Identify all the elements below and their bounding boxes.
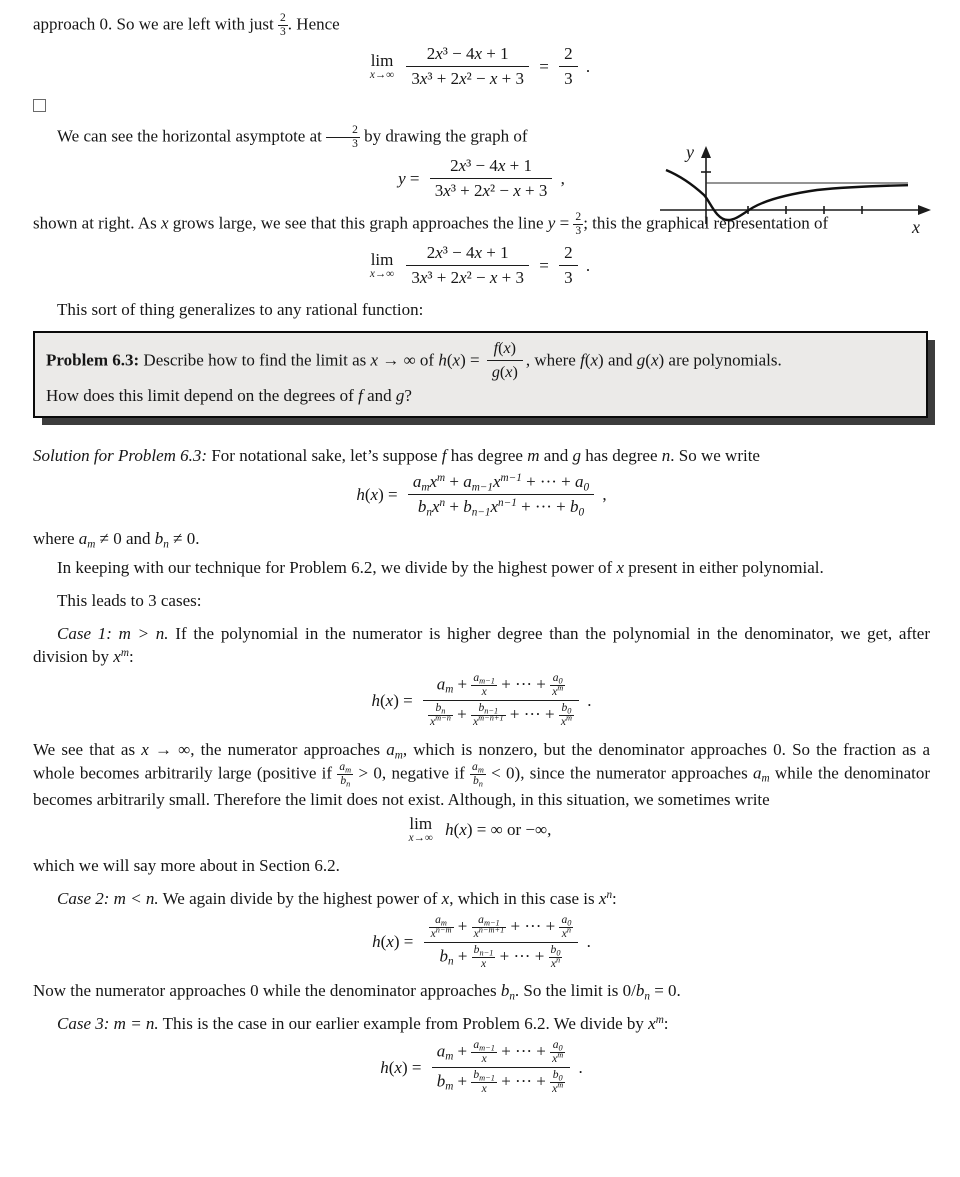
rational-fraction: $\frac{\text{2x³ − 4x + 1}}{\text{3x³ + 2x² − x + 3}}$ [406,43,529,90]
equation-case2 [33,914,930,971]
y-axis-label: y [686,144,694,162]
equation-period: . [587,691,592,711]
equation-case1 [33,672,930,729]
qed-box-icon [33,99,46,112]
limit-operator: lim x→∞ [408,813,433,845]
divided-polynomial-fraction: $a_m$ + $\frac{a_{m-1}}{x}$ + ··· + $\frac{a_0}{x^m}$ $\frac{b_n}{x^{m-n}}$ + $\frac{b_{n-1}}{x^{m-n+1}}$ + ··· + $\frac{b_0}{x^m}$ [423,672,579,729]
equation-period: . [578,1058,583,1078]
hx-equals: h(x) = [372,932,414,952]
fx-over-gx-fraction: $\frac{f(x)}{g(x)}$ [487,338,523,383]
divided-polynomial-fraction: $\frac{a_m}{x^{n-m}}$ + $\frac{a_{m-1}}{x^{n-m+1}}$ + ··· + $\frac{a_0}{x^n}$ $b_n$ + $\frac{b_{n-1}}{x}$ + ··· + $\frac{b_0}{x^n}$ [424,914,579,971]
paragraph-keeping: In keeping with our technique for Problem 6.2, we divide by the highest power of x present in either polynomial. [57,558,824,578]
case3-label: Case 3: m = n. [57,1014,159,1034]
hx-equals: h(x) = [356,485,398,505]
curve [666,170,908,220]
case1-label: Case 1: m > n. [57,624,169,644]
result-fraction: $\frac{2}{3}$ [559,242,578,289]
rational-fraction: $\frac{\text{2x³ − 4x + 1}}{\text{3x³ + 2x² − x + 3}}$ [430,155,553,202]
problem-statement-line2: How does this limit depend on the degrees of f and g? [46,386,412,406]
limit-operator: lim x→∞ [369,249,395,281]
rational-fraction: $\frac{\text{2x³ − 4x + 1}}{\text{3x³ + 2x² − x + 3}}$ [406,242,529,289]
problem-label: Problem 6.3: [46,350,140,370]
paragraph-case1: Case 1: m > n. If the polynomial in the numerator is higher degree than the polynomial in the denominator, we get, after division by $x^m$: [33,624,930,667]
paragraph-case3: Case 3: m = n. This is the case in our earlier example from Problem 6.2. We divide by $x^m$: [57,1014,669,1034]
paragraph-we-see: We see that as x → ∞, the numerator approaches $a_m$, which is nonzero, but the denominator approaches 0. So the fraction as a whole becomes arbitrarily large (positive if $\frac{a_m}{b_n}$ > 0, negative if $\frac{a_m}{b_n}$ < 0), since the numerator approaches $a_m$ while the denominator becomes arbitrarily small. Therefore the limit does not exist. Although, in this situation, we sometimes write [33,740,931,809]
problem-box [33,331,928,418]
paragraph-cases: This leads to 3 cases: [57,591,202,611]
paragraph-case2: Case 2: m < n. We again divide by the highest power of x, which in this case is $x^n$: [57,888,617,908]
limit-body: h(x) = ∞ or −∞, [445,820,552,840]
qed-line [33,99,930,114]
paragraph-asymptote: We can see the horizontal asymptote at $\frac{2}{3}$ by drawing the graph of [57,123,528,150]
paragraph-approach: approach 0. So we are left with just $\frac{2}{3}$ . Hence [33,11,340,38]
equals-sign: = [539,255,549,275]
function-graph [646,144,938,248]
equation-limit-2 [33,242,930,289]
divided-polynomial-fraction: $a_m$ + $\frac{a_{m-1}}{x}$ + ··· + $\frac{a_0}{x^m}$ $b_m$ + $\frac{b_{m-1}}{x}$ + ··· + $\frac{b_0}{x^m}$ [432,1039,571,1096]
equation-comma: , [560,168,565,188]
paragraph-now: Now the numerator approaches 0 while the denominator approaches $b_n$. So the limit is $0/b_n = 0$. [33,981,681,1003]
paragraph-shown-at-right: shown at right. As x grows large, we see that this graph approaches the line y = $\frac{2}{3}$ ; this the graphical representation of [33,210,829,238]
problem-statement-line1: Problem 6.3: Describe how to find the limit as x → ∞ of h(x) = $\frac{f(x)}{g(x)}$ , where f(x) and g(x) are polynomials. [46,340,782,382]
equation-hx-general [33,471,930,518]
equation-period: . [586,932,591,952]
result-fraction: $\frac{2}{3}$ [559,43,578,90]
equation-limit-1 [33,43,930,90]
equation-case3 [33,1039,930,1096]
equation-limit-infinity [33,815,930,845]
y-axis-arrowhead [701,146,711,158]
equation-comma: , [602,485,607,505]
hx-equals: h(x) = [380,1058,422,1078]
polynomial-fraction: $\frac{a_mx^m + a_{m-1}x^{m-1} + \cdot\cdot\cdot + a_0}{b_nx^n + b_{n-1}x^{n-1} + \cdot\cdot\cdot + b_0}$ [408,471,594,518]
x-axis-arrowhead [918,205,931,215]
limit-operator: lim x→∞ [369,50,395,81]
paragraph-which: which we will say more about in Section 6.2. [33,855,340,875]
x-axis-label: x [912,217,920,237]
solution-label: Solution for Problem 6.3: [33,446,208,466]
case2-label: Case 2: m < n. [57,888,159,908]
paragraph-solution-intro: Solution for Problem 6.3: For notational sake, let’s suppose f has degree m and g has degree n. So we write [33,446,760,466]
hx-equals: h(x) = [371,691,413,711]
y-equals: y = [398,168,420,188]
paragraph-generalizes: This sort of thing generalizes to any rational function: [57,300,424,320]
paragraph-where: where $a_m \ne 0$ and $b_n \ne 0$. [33,529,200,551]
equals-sign: = [539,56,549,76]
equation-period: . [585,255,591,275]
equation-period: . [585,56,591,76]
